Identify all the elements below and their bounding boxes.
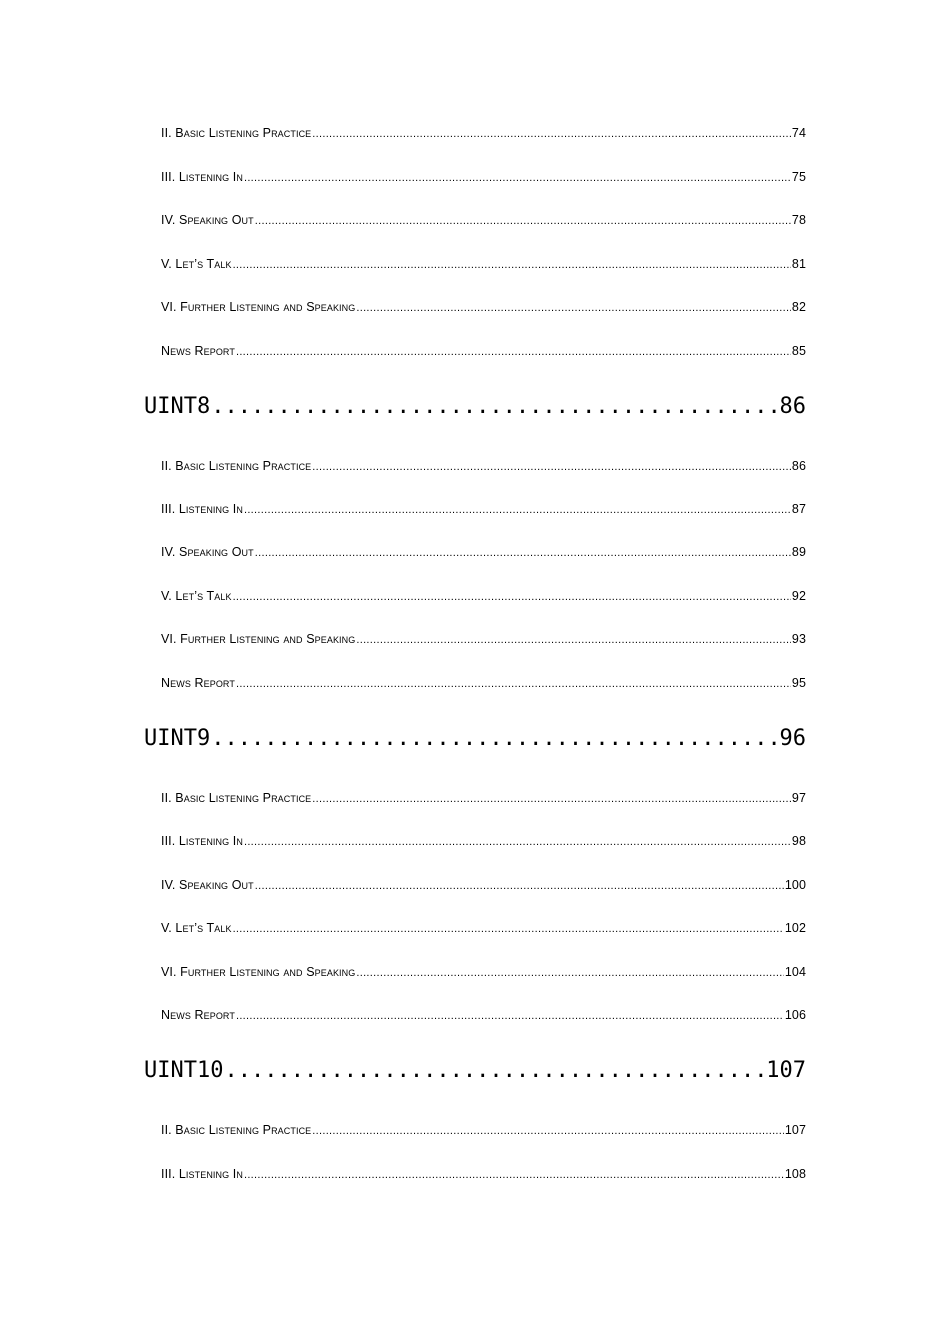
toc-entry-label: IV. Speaking Out bbox=[161, 213, 254, 227]
toc-unit-heading[interactable] bbox=[144, 726, 806, 754]
toc-entry[interactable] bbox=[161, 1008, 806, 1026]
toc-entry-page: 102 bbox=[784, 921, 806, 935]
toc-entry-label: III. Listening In bbox=[161, 834, 243, 848]
dot-leader bbox=[233, 589, 791, 603]
dot-leader bbox=[233, 257, 791, 271]
toc-entry-label: VI. Further Listening and Speaking bbox=[161, 632, 356, 646]
dot-leader bbox=[356, 300, 791, 314]
dot-leader bbox=[312, 459, 791, 473]
toc-unit-page: 96 bbox=[779, 726, 806, 751]
toc-entry-label: News Report bbox=[161, 344, 235, 358]
toc-entry[interactable] bbox=[161, 502, 806, 520]
toc-entry-label: II. Basic Listening Practice bbox=[161, 126, 312, 140]
toc-entry[interactable] bbox=[161, 878, 806, 896]
toc-entry-page: 93 bbox=[791, 632, 806, 646]
toc-unit-label: UINT10 bbox=[144, 1058, 224, 1083]
dot-leader bbox=[255, 878, 784, 892]
dot-leader bbox=[312, 791, 791, 805]
dot-leader bbox=[236, 344, 791, 358]
toc-entry-label: IV. Speaking Out bbox=[161, 878, 254, 892]
toc-entry-label: III. Listening In bbox=[161, 502, 243, 516]
toc-entry[interactable] bbox=[161, 213, 806, 231]
toc-entry[interactable] bbox=[161, 834, 806, 852]
toc-entry-label: News Report bbox=[161, 676, 235, 690]
dot-leader bbox=[236, 1008, 784, 1022]
toc-entry-page: 98 bbox=[791, 834, 806, 848]
dot-leader bbox=[244, 170, 791, 184]
toc-entry[interactable] bbox=[161, 170, 806, 188]
toc-entry-label: II. Basic Listening Practice bbox=[161, 459, 312, 473]
dot-leader bbox=[244, 1167, 784, 1181]
toc-entry-label: III. Listening In bbox=[161, 1167, 243, 1181]
toc-entry-label: VI. Further Listening and Speaking bbox=[161, 300, 356, 314]
toc-entry[interactable] bbox=[161, 676, 806, 694]
dot-leader bbox=[312, 1123, 784, 1137]
toc-entry-page: 85 bbox=[791, 344, 806, 358]
dot-leader bbox=[356, 965, 783, 979]
toc-entry[interactable] bbox=[161, 257, 806, 275]
dot-leader bbox=[356, 632, 791, 646]
toc-unit-label: UINT8 bbox=[144, 394, 211, 419]
toc-entry-label: VI. Further Listening and Speaking bbox=[161, 965, 356, 979]
toc-entry-label: V. Let’s Talk bbox=[161, 921, 232, 935]
toc-entry[interactable] bbox=[161, 965, 806, 983]
toc-entry-page: 100 bbox=[784, 878, 806, 892]
toc-unit-heading[interactable] bbox=[144, 1058, 806, 1086]
toc-entry[interactable] bbox=[161, 459, 806, 477]
toc-unit-page: 86 bbox=[779, 394, 806, 419]
toc-entry-label: II. Basic Listening Practice bbox=[161, 791, 312, 805]
toc-entry-page: 92 bbox=[791, 589, 806, 603]
toc-entry[interactable] bbox=[161, 791, 806, 809]
dot-leader bbox=[255, 545, 791, 559]
toc-entry-page: 97 bbox=[791, 791, 806, 805]
toc-entry[interactable] bbox=[161, 126, 806, 144]
toc-entry[interactable] bbox=[161, 300, 806, 318]
toc-entry-label: V. Let’s Talk bbox=[161, 257, 232, 271]
toc-entry-page: 75 bbox=[791, 170, 806, 184]
toc-entry[interactable] bbox=[161, 1123, 806, 1141]
toc-entry-page: 107 bbox=[784, 1123, 806, 1137]
toc-entry[interactable] bbox=[161, 921, 806, 939]
toc-entry[interactable] bbox=[161, 632, 806, 650]
toc-unit-page: 107 bbox=[766, 1058, 806, 1083]
dot-leader bbox=[236, 676, 791, 690]
toc-entry-label: V. Let’s Talk bbox=[161, 589, 232, 603]
toc-entry-label: IV. Speaking Out bbox=[161, 545, 254, 559]
toc-entry-page: 82 bbox=[791, 300, 806, 314]
toc-entry-page: 104 bbox=[784, 965, 806, 979]
toc-entry-label: News Report bbox=[161, 1008, 235, 1022]
toc-entry-page: 89 bbox=[791, 545, 806, 559]
toc-entry[interactable] bbox=[161, 1167, 806, 1185]
toc-entry-page: 81 bbox=[791, 257, 806, 271]
toc-entry-page: 74 bbox=[791, 126, 806, 140]
toc-entry-page: 86 bbox=[791, 459, 806, 473]
toc-entry-page: 95 bbox=[791, 676, 806, 690]
toc-entry-page: 87 bbox=[791, 502, 806, 516]
dot-leader bbox=[244, 834, 791, 848]
toc-entry-page: 108 bbox=[784, 1167, 806, 1181]
toc-unit-label: UINT9 bbox=[144, 726, 211, 751]
toc-entry[interactable] bbox=[161, 589, 806, 607]
toc-entry-page: 106 bbox=[784, 1008, 806, 1022]
toc-entry-label: III. Listening In bbox=[161, 170, 243, 184]
toc-entry[interactable] bbox=[161, 344, 806, 362]
toc-entry-page: 78 bbox=[791, 213, 806, 227]
dot-leader bbox=[244, 502, 791, 516]
dot-leader bbox=[233, 921, 784, 935]
dot-leader bbox=[224, 1058, 765, 1083]
toc-unit-heading[interactable] bbox=[144, 394, 806, 422]
dot-leader bbox=[211, 394, 778, 419]
dot-leader bbox=[255, 213, 791, 227]
toc-entry-label: II. Basic Listening Practice bbox=[161, 1123, 312, 1137]
dot-leader bbox=[312, 126, 791, 140]
toc-entry[interactable] bbox=[161, 545, 806, 563]
dot-leader bbox=[211, 726, 778, 751]
